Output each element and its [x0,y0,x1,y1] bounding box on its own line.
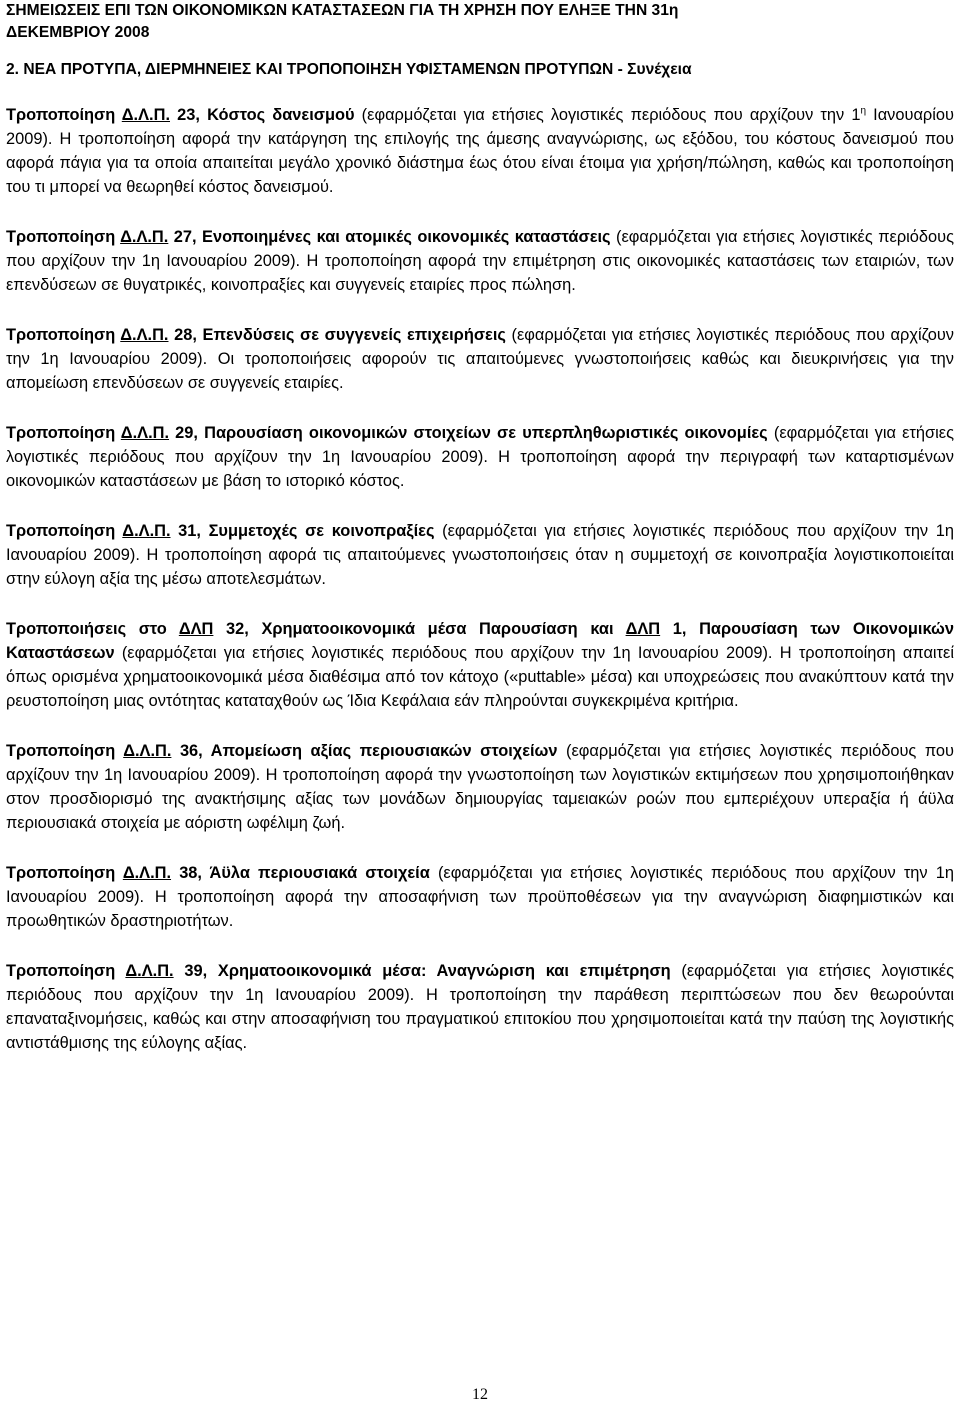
paragraph-ias-32-ias-1: Τροποποιήσεις στο ΔΛΠ 32, Χρηματοοικονομικά μέσα Παρουσίαση και ΔΛΠ 1, Παρουσίαση των Οικονομικών Καταστάσεων (εφαρμόζεται για ετήσιες λογιστικές περιόδους που αρχίζουν την 1η Ιανουαρίου 2009). Η τροποποίηση απαιτεί όπως ορισμένα χρηματοοικονομικά μέσα διαθέσιμα από τον κάτοχο («puttable» μέσα) και υποχρεώσεις που ανακύπτουν κατά την ρευστοποίηση μιας οντότητας καταταχθούν ως Ίδια Κεφάλαια εάν πληρούνται συγκεκριμένα κριτήρια. [6,620,954,710]
paragraph-ias-28: Τροποποίηση Δ.Λ.Π. 28, Επενδύσεις σε συγγενείς επιχειρήσεις (εφαρμόζεται για ετήσιες λογιστικές περιόδους που αρχίζουν την 1η Ιανουαρίου 2009). Οι τροποποιήσεις αφορούν τις απαιτούμενες γνωστοποιήσεις καθώς και διευκρινήσεις για την απομείωση επενδύσεων σε συγγενείς εταιρίες. [6,326,954,392]
document-page [6,0,954,1055]
paragraph-ias-31: Τροποποίηση Δ.Λ.Π. 31, Συμμετοχές σε κοινοπραξίες (εφαρμόζεται για ετήσιες λογιστικές περιόδους που αρχίζουν την 1η Ιανουαρίου 2009). Η τροποποίηση αφορά τις απαιτούμενες γνωστοποιήσεις όταν η συμμετοχή σε κοινοπραξία λογιστικοποιείται στην εύλογη αξία της μέσω αποτελεσμάτων. [6,522,955,588]
page-number: 12 [472,1386,488,1403]
paragraph-ias-29: Τροποποίηση Δ.Λ.Π. 29, Παρουσίαση οικονομικών στοιχείων σε υπερπληθωριστικές οικονομίες (εφαρμόζεται για ετήσιες λογιστικές περιόδους που αρχίζουν την 1η Ιανουαρίου 2009). Η τροποποίηση αφορά την περιγραφή των καταρτισμένων οικονομικών καταστάσεων με βάση το ιστορικό κόστος. [6,424,954,490]
header-line-2: ΔΕΚΕΜΒΡΙΟΥ 2008 [6,24,150,41]
paragraph-ias-39: Τροποποίηση Δ.Λ.Π. 39, Χρηματοοικονομικά μέσα: Αναγνώριση και επιμέτρηση (εφαρμόζεται για ετήσιες λογιστικές περιόδους που αρχίζουν την 1η Ιανουαρίου 2009). Η τροποποίηση την παράθεση περιπτώσεων που δεν θεωρούνται επαναταξινομήσεις, καθώς και στην αποσαφήνιση του πραγματικού επιτοκίου που χρησιμοποιείται κατά την παύση της λογιστικής αντιστάθμισης της εύλογης αξίας. [6,962,954,1052]
paragraph-ias-38: Τροποποίηση Δ.Λ.Π. 38, Άϋλα περιουσιακά στοιχεία (εφαρμόζεται για ετήσιες λογιστικές περιόδους που αρχίζουν την 1η Ιανουαρίου 2009). Η τροποποίηση αφορά την αποσαφήνιση των προϋποθέσεων για την αναγνώριση διαφημιστικών και προωθητικών δραστηριοτήτων. [6,864,954,930]
section-title: 2. ΝΕΑ ΠΡΟΤΥΠΑ, ΔΙΕΡΜΗΝΕΙΕΣ ΚΑΙ ΤΡΟΠΟΠΟΙΗΣΗ ΥΦΙΣΤΑΜΕΝΩΝ ΠΡΟΤΥΠΩΝ - Συνέχεια [6,61,692,78]
paragraph-ias-36: Τροποποίηση Δ.Λ.Π. 36, Απομείωση αξίας περιουσιακών στοιχείων (εφαρμόζεται για ετήσιες λογιστικές περιόδους που αρχίζουν την 1η Ιανουαρίου 2009). Η τροποποίηση αφορά την γνωστοποίηση των λογιστικών εκτιμήσεων που χρησιμοποιήθηκαν στον προσδιορισμό της ανακτήσιμης αξίας των μονάδων δημιουργίας ταμειακών ροών που εμπεριέχουν υπεραξία ή άϋλα περιουσιακά στοιχεία με αόριστη ωφέλιμη ζωή. [6,742,954,832]
document-header [6,0,954,44]
header-line-1: ΣΗΜΕΙΩΣΕΙΣ ΕΠΙ ΤΩΝ ΟΙΚΟΝΟΜΙΚΩΝ ΚΑΤΑΣΤΑΣΕΩΝ ΓΙΑ ΤΗ ΧΡΗΣΗ ΠΟΥ ΕΛΗΞΕ ΤΗΝ 31η [6,2,679,19]
paragraph-ias-27: Τροποποίηση Δ.Λ.Π. 27, Ενοποιημένες και ατομικές οικονομικές καταστάσεις (εφαρμόζεται για ετήσιες λογιστικές περιόδους που αρχίζουν την 1η Ιανουαρίου 2009). Η τροποποίηση αφορά την επιμέτρηση στις οικονομικές καταστάσεις των εταιριών, των επενδύσεων σε θυγατρικές, κοινοπραξίες και συγγενείς εταιρίες προς πώληση. [6,228,955,294]
paragraph-ias-23: Τροποποίηση Δ.Λ.Π. 23, Κόστος δανεισμού (εφαρμόζεται για ετήσιες λογιστικές περιόδους που αρχίζουν την $1^\eta$ Ιανουαρίου 2009). Η τροποποίηση αφορά την κατάργηση της επιλογής της άμεσης αναγνώρισης, ως εξόδου, του κόστους δανεισμού που αφορά πάγια για τα οποία απαιτείται μεγάλο χρονικό διάστημα έως ότου είναι έτοιμα για χρήση/πώληση, καθώς και τροποποίηση του τι μπορεί να θεωρηθεί κόστος δανεισμού. [6,105,954,196]
